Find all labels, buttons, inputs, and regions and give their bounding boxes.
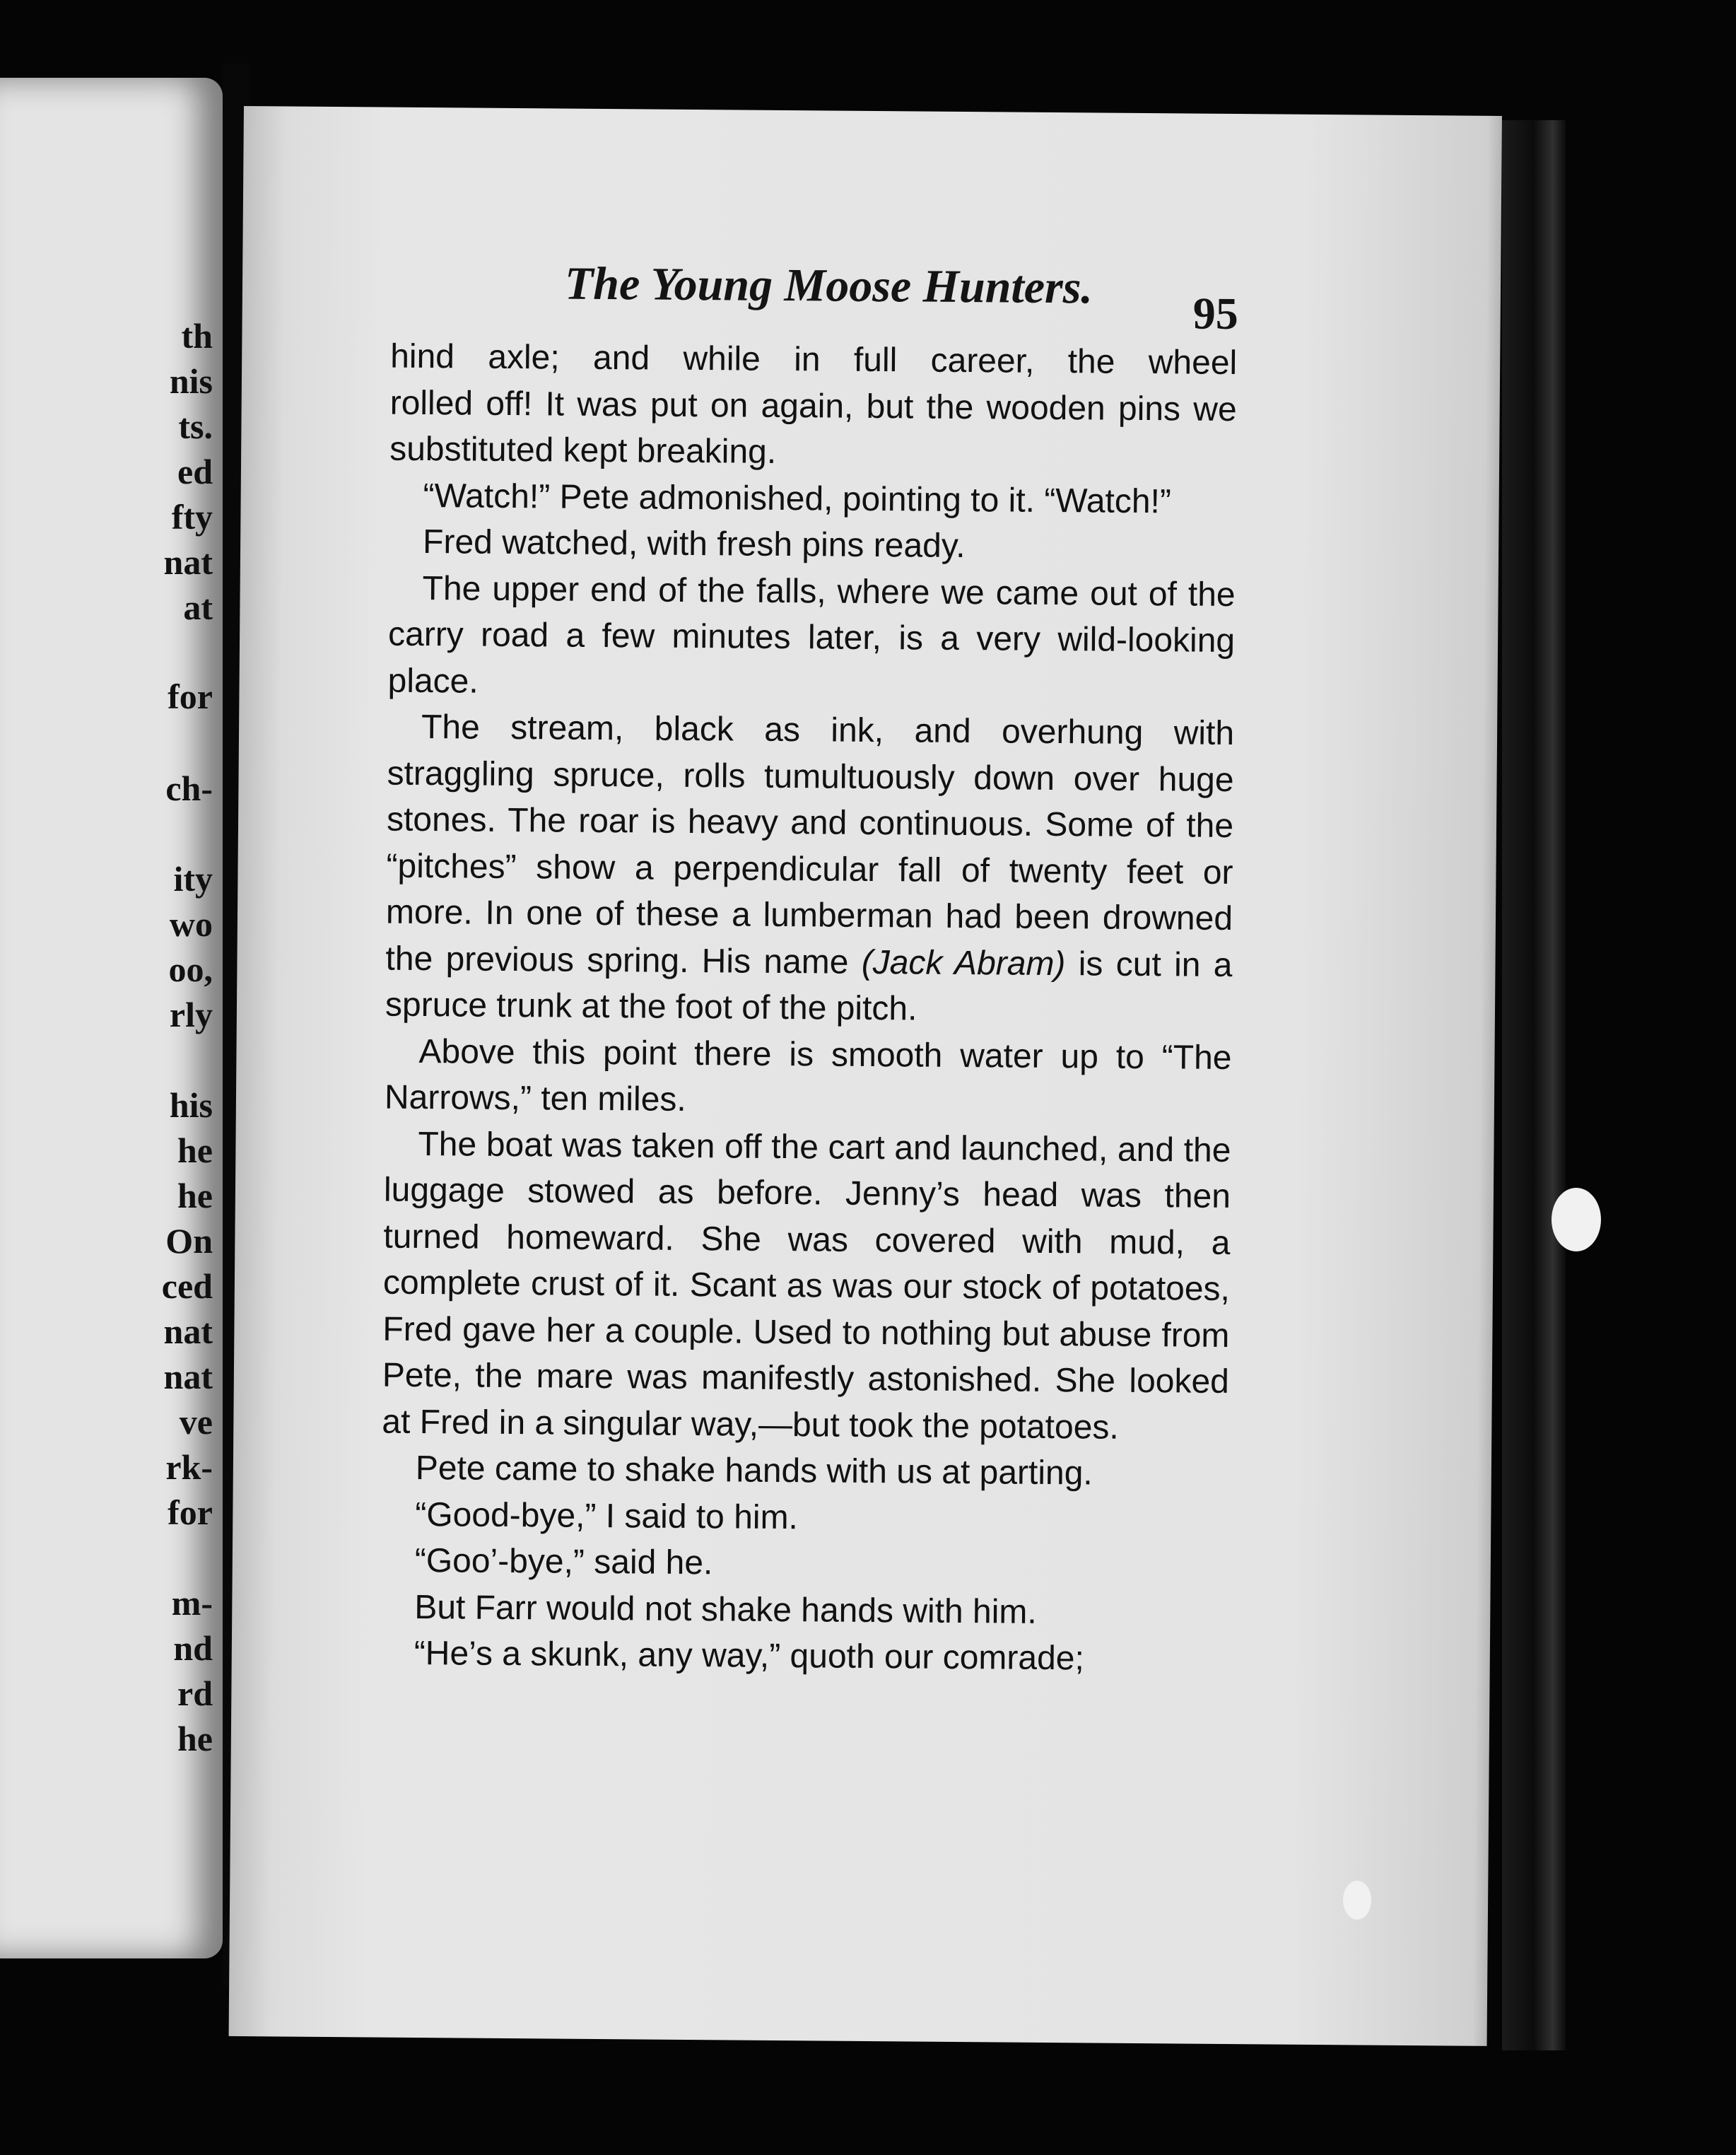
paragraph-6: Above this point there is smooth water up to “The Narrows,” ten miles. bbox=[384, 1032, 1232, 1119]
left-page-fragment: rk- bbox=[165, 1447, 213, 1487]
scan-speck bbox=[1552, 1188, 1601, 1251]
paragraph-10: “Goo’-bye,” said he. bbox=[414, 1541, 713, 1582]
left-page-fragment: ity bbox=[173, 859, 213, 899]
left-page-fragment: he bbox=[177, 1176, 213, 1215]
paragraph-9: “Good-bye,” I said to him. bbox=[415, 1495, 799, 1536]
paragraph-5 bbox=[385, 704, 1235, 1035]
left-page-fragment: nat bbox=[163, 1312, 213, 1351]
left-page-fragment: fty bbox=[171, 497, 213, 537]
left-page-fragment: at bbox=[183, 588, 213, 627]
paragraph-1-first-line: hind axle; and while in full career, the wheel bbox=[390, 337, 1238, 382]
left-page-fragment: nis bbox=[169, 361, 213, 401]
paragraph-5-end: is cut in a spruce trunk at the foot of the pitch. bbox=[385, 945, 1233, 1028]
left-page-fragment: nd bbox=[173, 1628, 213, 1668]
left-page-fragment: rly bbox=[169, 995, 213, 1034]
left-page-fragment: he bbox=[177, 1131, 213, 1170]
left-page-fragment: wo bbox=[169, 904, 213, 944]
left-page-fragment: ve bbox=[179, 1402, 213, 1442]
left-page-fragment: ch- bbox=[165, 769, 213, 808]
left-page-fragment: rd bbox=[177, 1674, 213, 1713]
right-page bbox=[229, 106, 1502, 2046]
paragraph-7: The boat was taken off the cart and launched, and the luggage stowed as before. Jenny’s head was then turned homeward. She was covered with mud, a complete crust of it. Scant as was our stock of potatoes, Fred gave her a couple. Used to nothing but abuse from Pete, the mare was manifestly astonished. She looked at Fred in a singular way,—but took the potatoes. bbox=[382, 1125, 1231, 1447]
running-title: The Young Moose Hunters. bbox=[564, 257, 1093, 314]
paragraph-8: Pete came to shake hands with us at parting. bbox=[415, 1449, 1093, 1493]
left-page-fragment: nat bbox=[163, 542, 213, 582]
left-page-fragment: th bbox=[181, 316, 213, 356]
page-number: 95 bbox=[1192, 288, 1239, 339]
left-page-fragment: ced bbox=[161, 1266, 213, 1306]
left-page-fragment: oo, bbox=[168, 950, 213, 989]
page-block-edge bbox=[1502, 120, 1566, 2050]
page-body bbox=[380, 334, 1238, 1683]
paragraph-1-continued: rolled off! It was put on again, but the wooden pins we substituted kept breaking. bbox=[389, 384, 1237, 471]
left-page-fragment: for bbox=[168, 1493, 213, 1532]
paragraph-4: The upper end of the falls, where we came out of the carry road a few minutes later, is a very wild-looking place. bbox=[387, 569, 1236, 701]
paragraph-3: Fred watched, with fresh pins ready. bbox=[422, 523, 966, 566]
left-page-fragment: On bbox=[165, 1221, 213, 1261]
left-page-fragment: for bbox=[168, 677, 213, 716]
scan-speck bbox=[1343, 1881, 1371, 1920]
left-page-fragment: m- bbox=[171, 1583, 213, 1623]
left-page-fragment: nat bbox=[163, 1357, 213, 1396]
left-page-fragment: he bbox=[177, 1719, 213, 1758]
left-page-fragment: ts. bbox=[178, 407, 213, 446]
paragraph-5-main: The stream, black as ink, and overhung with straggling spruce, rolls tumultuously down over huge stones. The roar is heavy and continuous. Some of the “pitches” show a perpendicular fall of twenty feet or more. In one of these a lumberman had been drowned the previous spring. His name bbox=[385, 708, 1235, 981]
name-jack-abram: (Jack Abram) bbox=[861, 943, 1066, 983]
paragraph-11: But Farr would not shake hands with him. bbox=[414, 1588, 1037, 1631]
left-page-fragment: ed bbox=[177, 452, 213, 491]
paragraph-12: “He’s a skunk, any way,” quoth our comrade; bbox=[414, 1634, 1084, 1678]
left-page-fragment: his bbox=[169, 1085, 213, 1125]
paragraph-2: “Watch!” Pete admonished, pointing to it. “Watch!” bbox=[423, 477, 1172, 520]
left-facing-page bbox=[0, 78, 223, 1958]
